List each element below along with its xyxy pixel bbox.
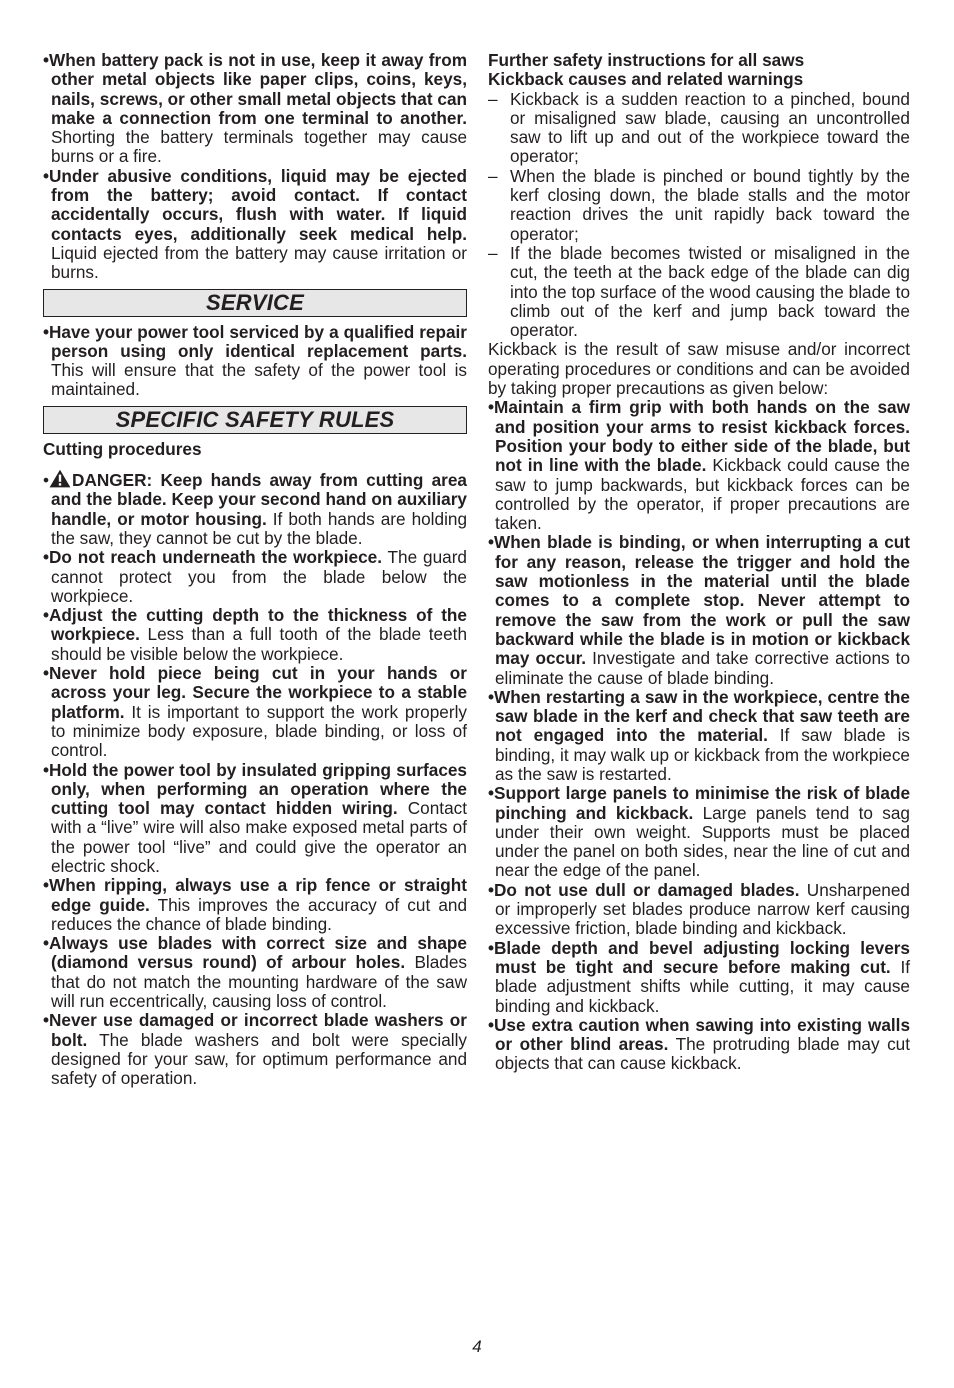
- arbour-holes-bullet: •Always use blades with correct size and shape (diamond versus round) of arbour holes. Blades that do not match the mounting hardware of the saw will run eccentrically, causing loss of control.: [43, 933, 468, 1012]
- large-panels-bullet: •Support large panels to minimise the risk of blade pinching and kickback. Large panels tend to sag under their own weight. Supports must be placed under the panel on both sides, near the line of cut and near the edge of the panel.: [488, 783, 910, 881]
- locking-levers-bullet: •Blade depth and bevel adjusting locking levers must be tight and secure before making cut. If blade adjustment shifts while cutting, it may cause binding and kickback.: [488, 937, 911, 1016]
- no-reach-underneath-bullet: •Do not reach underneath the workpiece. The guard cannot protect you from the blade below the workpiece.: [43, 547, 467, 606]
- cutting-procedures-subhead: Cutting procedures: [43, 438, 202, 459]
- cutting-depth-bullet: •Adjust the cutting depth to the thickness of the workpiece. Less than a full tooth of the blade teeth should be visible below the workpiece.: [43, 605, 467, 664]
- blade-binding-bullet: •When blade is binding, or when interrupting a cut for any reason, release the trigger and hold the saw motionless in the material until the blade comes to a complete stop. Never attempt to remove the saw from the work or pull the saw backward while the blade is in motion or kickback may occur. Investigate and take corrective actions to eliminate the cause of blade binding.: [488, 532, 910, 688]
- battery-metal-objects-bullet: •When battery pack is not in use, keep it away from other metal objects like paper clips, coins, keys, nails, screws, or other small metal objects that can make a connection from one terminal to another. Shorting the battery terminals together may cause burns or a fire.: [43, 50, 467, 167]
- kickback-causes-heading: Kickback causes and related warnings: [488, 69, 804, 90]
- specific-safety-rules-title: SPECIFIC SAFETY RULES: [115, 407, 395, 433]
- blade-washers-bullet: •Never use damaged or incorrect blade washers or bolt. The blade washers and bolt were specially designed for your saw, for optimum performance and safety of operation.: [43, 1010, 467, 1089]
- blind-areas-bullet: •Use extra caution when sawing into existing walls or other blind areas. The protruding blade may cut objects that can cause kickback.: [488, 1014, 911, 1074]
- kickback-dash-item: – Kickback is a sudden reaction to a pinched, bound or misaligned saw blade, causing an uncontrolled saw to lift up and out of the workpiece toward the operator;: [488, 88, 910, 167]
- stable-platform-bullet: •Never hold piece being cut in your hands or across your leg. Secure the workpiece to a stable platform. It is important to support the work properly to minimize body exposure, blade binding, or loss of control.: [43, 663, 467, 761]
- service-bullet: •Have your power tool serviced by a qualified repair person using only identical replacement parts. This will ensure that the safety of the power tool is maintained.: [43, 321, 467, 400]
- left-column: [43, 51, 467, 1089]
- warning-triangle-icon: [49, 469, 71, 488]
- danger-bullet: • DANGER: Keep hands away from cutting area and the blade. Keep your second hand on auxiliary handle, or motor housing. If both hands are holding the saw, they cannot be cut by the blade.: [43, 470, 467, 548]
- restarting-saw-bullet: •When restarting a saw in the workpiece, centre the saw blade in the kerf and check that saw teeth are not engaged into the material. If saw blade is binding, it may walk up or kickback from the workpiece as the saw is restarted.: [488, 686, 910, 784]
- page-number: 4: [472, 1337, 482, 1356]
- further-safety-heading: Further safety instructions for all saws: [488, 50, 805, 70]
- specific-safety-rules-header: [43, 406, 467, 434]
- battery-liquid-bullet: •Under abusive conditions, liquid may be ejected from the battery; avoid contact. If contact accidentally occurs, flush with water. If liquid contacts eyes, additionally seek medical help. Liquid ejected from the battery may cause irritation or burns.: [43, 165, 467, 283]
- dull-blades-bullet: •Do not use dull or damaged blades. Unsharpened or improperly set blades produce narrow kerf causing excessive friction, blade binding and kickback.: [488, 879, 910, 939]
- service-header: [43, 289, 467, 317]
- service-title: SERVICE: [206, 289, 304, 315]
- kickback-dash-item: – If the blade becomes twisted or misaligned in the cut, the teeth at the back edge of the blade can dig into the top surface of the wood causing the blade to climb out of the kerf and jump back toward the operator.: [488, 242, 910, 341]
- right-column: [488, 51, 910, 1074]
- firm-grip-bullet: •Maintain a firm grip with both hands on the saw and position your arms to resist kickback forces. Position your body to either side of the blade, but not in line with the blade. Kickback could cause the saw to jump backwards, but kickback forces can be controlled by the operator, if proper precautions are taken.: [488, 397, 910, 534]
- rip-fence-bullet: •When ripping, always use a rip fence or straight edge guide. This improves the accuracy of cut and reduces the chance of blade binding.: [43, 875, 468, 934]
- kickback-intro-paragraph: Kickback is the result of saw misuse and/or incorrect operating procedures or conditions and can be avoided by taking proper precautions as given below:: [488, 339, 910, 399]
- insulated-grip-bullet: •Hold the power tool by insulated gripping surfaces only, when performing an operation where the cutting tool may contact hidden wiring. Contact with a “live” wire will also make exposed metal parts of the power tool “live” and could give the operator an electric shock.: [43, 759, 467, 876]
- kickback-dash-item: – When the blade is pinched or bound tightly by the kerf closing down, the blade stalls and the motor reaction drives the unit rapidly back toward the operator;: [488, 165, 910, 244]
